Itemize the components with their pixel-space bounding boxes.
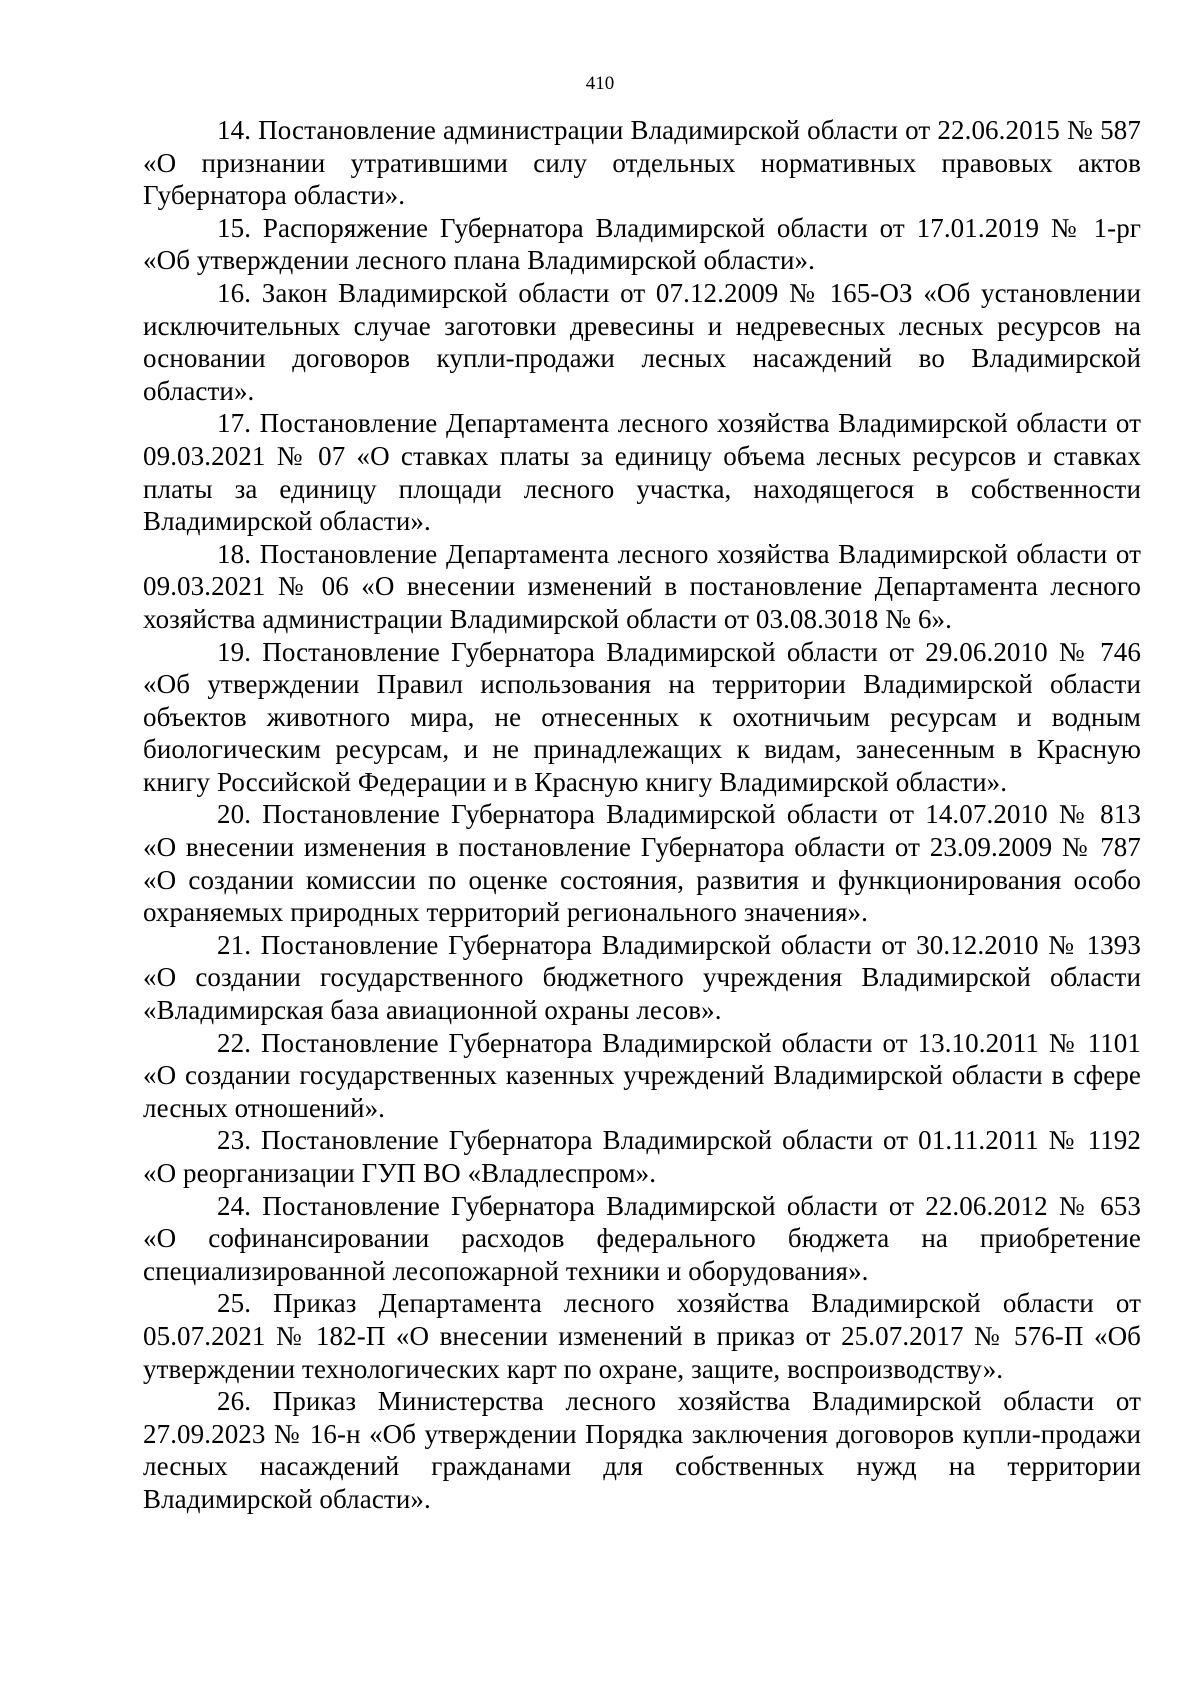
item-number: 15. [217,212,252,243]
item-number: 24. [217,1190,252,1221]
item-text: Постановление Департамента лесного хозяйства Владимирской области от 09.03.2021 № 07 «О ставках платы за единицу объема лесных ресурсов и ставках платы за единицу площади лесного участка, находящегося в собственности Владимирской области». [143,408,1141,537]
item-number: 18. [217,538,252,569]
list-item [143,277,1141,407]
list-item [143,538,1141,636]
item-number: 20. [217,799,252,830]
item-text: Постановление администрации Владимирской области от 22.06.2015 № 587 «О признании утратившими силу отдельных нормативных правовых актов Губернатора области». [143,115,1141,211]
item-number: 23. [217,1125,252,1156]
page-number: 410 [585,73,615,94]
item-text: Постановление Губернатора Владимирской области от 30.12.2010 № 1393 «О создании государственного бюджетного учреждения Владимирской области «Владимирская база авиационной охраны лесов». [143,929,1141,1026]
list-item [143,1190,1141,1288]
item-number: 17. [217,408,252,439]
list-item [143,798,1141,928]
item-text: Постановление Губернатора Владимирской области от 13.10.2011 № 1101 «О создании государственных казенных учреждений Владимирской области в сфере лесных отношений». [143,1027,1141,1123]
list-item [143,636,1141,799]
item-text: Приказ Министерства лесного хозяйства Владимирской области от 27.09.2023 № 16-н «Об утверждении Порядка заключения договоров купли-продажи лесных насаждений гражданами для собственных нужд на территории Владимирской области». [143,1386,1141,1514]
item-text: Приказ Департамента лесного хозяйства Владимирской области от 05.07.2021 № 182-П «О внесении изменений в приказ от 25.07.2017 № 576-П «Об утверждении технологических карт по охране, защите, воспроизводству». [143,1288,1141,1384]
item-text: Постановление Губернатора Владимирской области от 01.11.2011 № 1192 «О реорганизации ГУП ВО «Владлеспром». [143,1125,1141,1188]
item-number: 19. [217,636,252,667]
item-text: Постановление Губернатора Владимирской области от 29.06.2010 № 746 «Об утверждении Правил использования на территории Владимирской области объектов животного мира, не отнесенных к охотничьим ресурсам и водным биологическим ресурсам, и не принадлежащих к видам, занесенным в Красную книгу Российской Федерации и в Красную книгу Владимирской области». [143,636,1141,797]
list-item [143,212,1141,277]
list-item [143,1287,1141,1385]
item-number: 14. [217,115,252,145]
list-item [143,929,1141,1027]
list-item [143,1124,1141,1189]
list-item [143,114,1141,212]
item-number: 21. [217,929,252,960]
item-text: Постановление Губернатора Владимирской области от 14.07.2010 № 813 «О внесении изменения в постановление Губернатора области от 23.09.2009 № 787 «О создании комиссии по оценке состояния, развития и функционирования особо охраняемых природных территорий регионального значения». [143,799,1141,928]
document-body [143,114,1141,1516]
list-item [143,1027,1141,1125]
item-number: 16. [217,277,252,308]
item-number: 22. [217,1027,252,1058]
list-item [143,1385,1141,1515]
list-item [143,407,1141,537]
item-text: Постановление Департамента лесного хозяйства Владимирской области от 09.03.2021 № 06 «О внесении изменений в постановление Департамента лесного хозяйства администрации Владимирской области от 03.08.3018 № 6». [143,538,1141,634]
item-text: Постановление Губернатора Владимирской области от 22.06.2012 № 653 «О софинансировании расходов федерального бюджета на приобретение специализированной лесопожарной техники и оборудования». [143,1190,1141,1286]
item-number: 25. [217,1288,252,1319]
item-text: Закон Владимирской области от 07.12.2009 № 165-ОЗ «Об установлении исключительных случае заготовки древесины и недревесных лесных ресурсов на основании договоров купли-продажи лесных насаждений во Владимирской области». [143,277,1141,406]
item-text: Распоряжение Губернатора Владимирской области от 17.01.2019 № 1-рг «Об утверждении лесного плана Владимирской области». [143,212,1141,276]
item-number: 26. [217,1386,252,1417]
